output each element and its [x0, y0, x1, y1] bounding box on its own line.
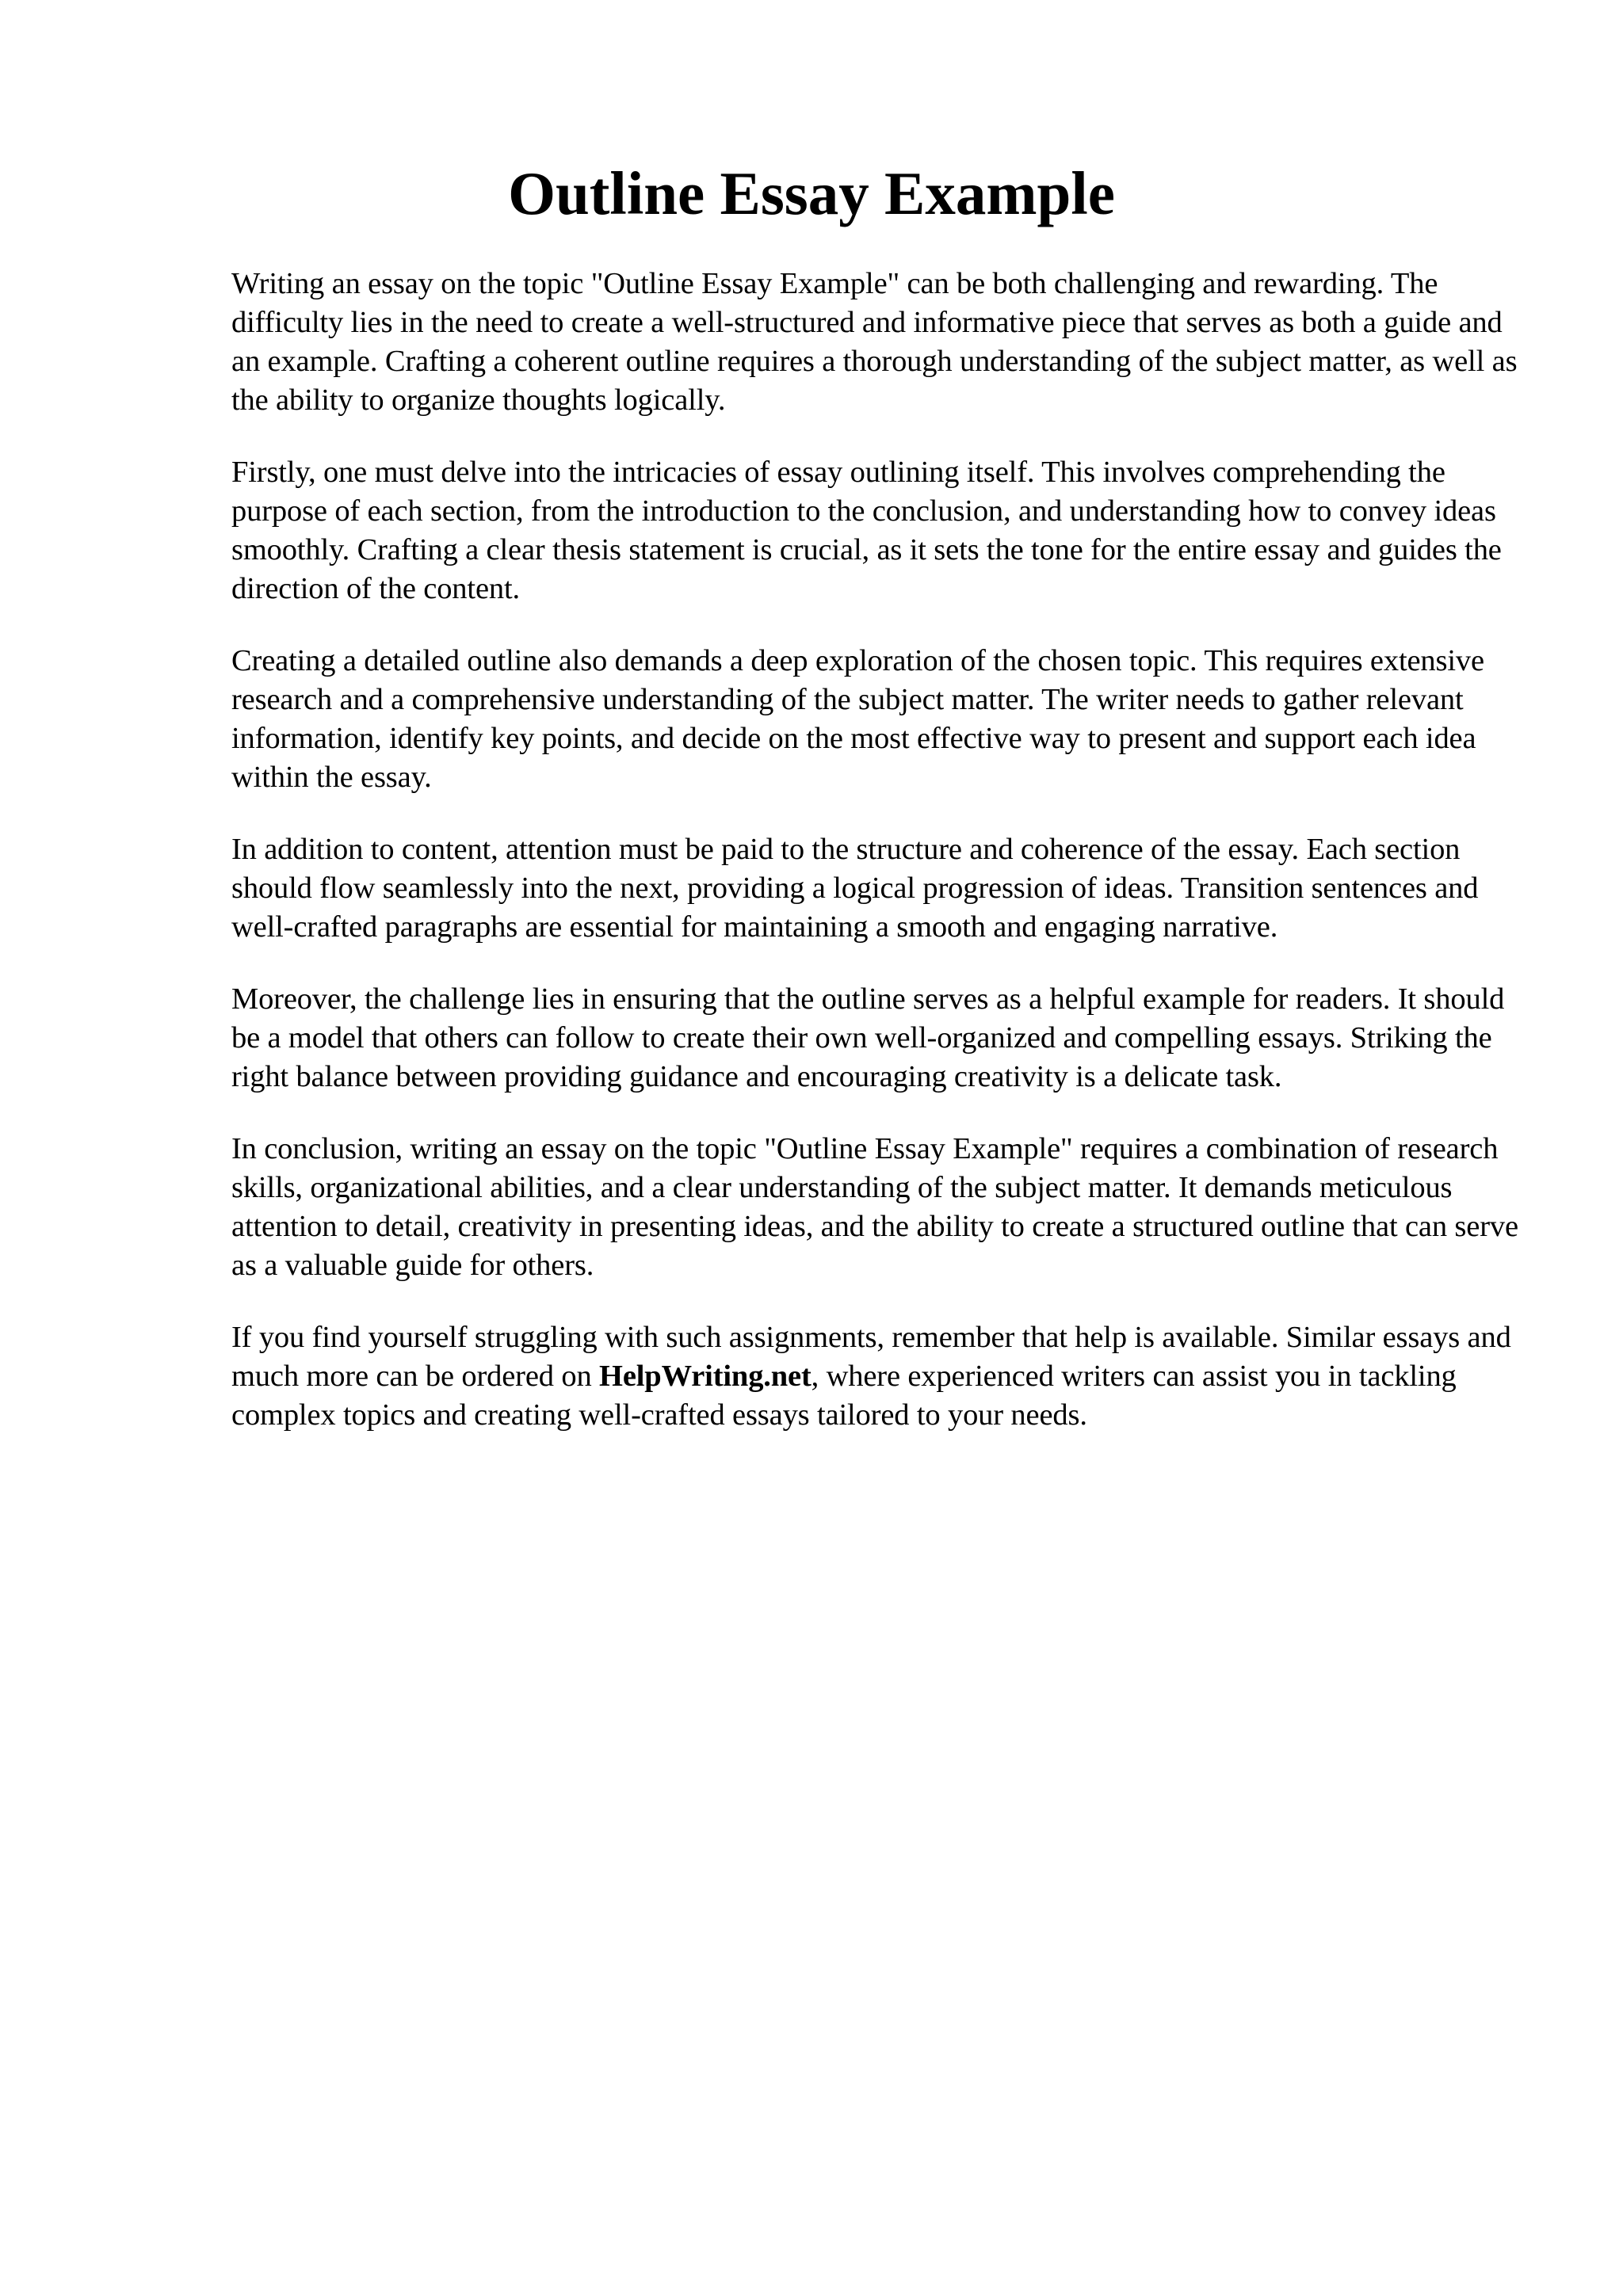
- paragraph-4: In addition to content, attention must be paid to the structure and coherence of the essay. Each section should flow seamlessly into the next, providing a logical progression of ideas. Transition sentences and well-crafted paragraphs are essential for maintaining a smooth and engaging narrative.: [231, 833, 1479, 944]
- helpwriting-link[interactable]: HelpWriting.net: [599, 1360, 812, 1393]
- document-body: [231, 265, 1519, 1468]
- closing-text-after: , where experienced writers can assist you in tackling complex topics and creating well-crafted essays tailored to your needs.: [231, 1360, 1457, 1432]
- paragraph-1: Writing an essay on the topic "Outline Essay Example" can be both challenging and rewarding. The difficulty lies in the need to create a well-structured and informative piece that serves as both a guide and an example. Crafting a coherent outline requires a thorough understanding of the subject matter, as well as the ability to organize thoughts logically.: [231, 267, 1518, 417]
- paragraph-5: Moreover, the challenge lies in ensuring that the outline serves as a helpful example for readers. It should be a model that others can follow to create their own well-organized and compelling essays. Striking the right balance between providing guidance and encouraging creativity is a delicate task.: [231, 982, 1505, 1093]
- paragraph-3: Creating a detailed outline also demands a deep exploration of the chosen topic. This requires extensive research and a comprehensive understanding of the subject matter. The writer needs to gather relevant information, identify key points, and decide on the most effective way to present and support each idea within the essay.: [231, 644, 1484, 794]
- closing-paragraph: [231, 1318, 1519, 1435]
- document-title: Outline Essay Example: [508, 159, 1115, 227]
- paragraph-2: Firstly, one must delve into the intricacies of essay outlining itself. This involves comprehending the purpose of each section, from the introduction to the conclusion, and understanding how to convey ideas smoothly. Crafting a clear thesis statement is crucial, as it sets the tone for the entire essay and guides the direction of the content.: [231, 456, 1502, 605]
- paragraph-6: In conclusion, writing an essay on the topic "Outline Essay Example" requires a combination of research skills, organizational abilities, and a clear understanding of the subject matter. It demands meticulous attention to detail, creativity in presenting ideas, and the ability to create a structured outline that can serve as a valuable guide for others.: [231, 1132, 1518, 1282]
- closing-text-before: If you find yourself struggling with such assignments, remember that help is available. Similar essays and much more can be ordered on: [231, 1321, 1511, 1393]
